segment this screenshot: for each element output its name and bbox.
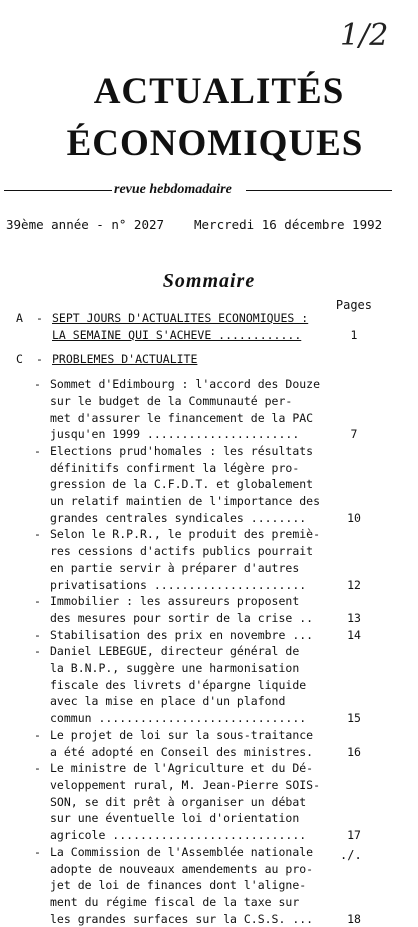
entry-text: Sommet d'Edimbourg : l'accord des Douze (50, 377, 321, 392)
toc-entry-line (0, 526, 418, 543)
toc-entry-line (0, 426, 418, 443)
toc-entry-line (0, 861, 418, 878)
entry-text: veloppement rural, M. Jean-Pierre SOIS- (50, 777, 321, 792)
toc-entry-line (0, 643, 418, 660)
entry-text: la B.N.P., suggère une harmonisation (50, 661, 300, 676)
toc-entry-line (0, 627, 418, 644)
entry-text: définitifs confirment la légère pro- (50, 460, 300, 475)
entry-text: Stabilisation des prix en novembre ... (50, 627, 314, 642)
entry-page: 7 (350, 427, 358, 442)
entry-text: en partie servir à préparer d'autres (50, 560, 300, 575)
section-title-text: LA SEMAINE QUI S'ACHEVE ............ (52, 327, 302, 342)
section-title (52, 351, 312, 368)
entry-text: Elections prud'homales : les résultats (50, 443, 314, 458)
entry-text: res cessions d'actifs publics pourrait (50, 544, 314, 559)
entry-text: un relatif maintien de l'importance des (50, 494, 321, 509)
toc-entry-line (0, 393, 418, 410)
subtitle-row (0, 182, 418, 202)
entry-bullet: - (34, 644, 41, 659)
section-row (0, 327, 418, 344)
entry-text: sur une éventuelle loi d'orientation (50, 811, 300, 826)
toc-entry-line (0, 610, 418, 627)
right-rule (246, 190, 392, 191)
toc-entry-line (0, 410, 418, 427)
entry-text: ment du régime fiscal de la taxe sur (50, 894, 300, 909)
entry-text: des mesures pour sortir de la crise .. (50, 610, 314, 625)
toc-entry-line (0, 877, 418, 894)
toc-entry-line (0, 543, 418, 560)
entry-bullet: - (34, 594, 41, 609)
section-title (52, 327, 312, 344)
entry-text: Selon le R.P.R., le produit des premiè- (50, 527, 321, 542)
toc-entry-line (0, 510, 418, 527)
section-dash: - (36, 311, 43, 325)
entry-page: 14 (347, 627, 361, 642)
entry-bullet: - (34, 761, 41, 776)
entry-text: grandes centrales syndicales ........ (50, 510, 307, 525)
toc-entry-line (0, 794, 418, 811)
entry-text: privatisations ...................... (50, 577, 307, 592)
sommaire-heading: Sommaire (162, 270, 256, 292)
entry-text: Le projet de loi sur la sous-traitance (50, 727, 314, 742)
toc-entry-line (0, 710, 418, 727)
entry-page: 13 (347, 610, 361, 625)
entry-page: 15 (347, 711, 361, 726)
entry-text: jusqu'en 1999 ...................... (50, 427, 300, 442)
left-rule (4, 190, 112, 191)
section-title-text: SEPT JOURS D'ACTUALITES ECONOMIQUES : (52, 311, 309, 325)
section-row (0, 351, 418, 368)
toc-entry-line (0, 560, 418, 577)
entry-bullet: - (34, 627, 41, 642)
entry-page: 17 (347, 828, 361, 843)
toc-entry-line (0, 460, 418, 477)
toc-entry-line (0, 911, 418, 927)
toc-entry-line (0, 744, 418, 761)
entry-page: 18 (347, 911, 361, 926)
entry-bullet: - (34, 443, 41, 458)
entry-text: Immobilier : les assureurs proposent (50, 594, 300, 609)
entry-text: commun .............................. (50, 711, 307, 726)
entry-text: avec la mise en place d'un plafond (50, 694, 286, 709)
entry-text: La Commission de l'Assemblée nationale (50, 844, 314, 859)
masthead-title-line2: ÉCONOMIQUES (66, 123, 364, 164)
toc-entry-line (0, 593, 418, 610)
toc-entry-line (0, 693, 418, 710)
toc-entry-line (0, 777, 418, 794)
entry-text: gression de la C.F.D.T. et globalement (50, 477, 314, 492)
entry-text: Le ministre de l'Agriculture et du Dé- (50, 761, 314, 776)
issue-number: 39ème année - n° 2027 (6, 217, 165, 232)
entry-bullet: - (34, 727, 41, 742)
entry-page: 16 (347, 744, 361, 759)
entry-page: 12 (347, 577, 361, 592)
entry-page: 10 (347, 510, 361, 525)
toc-entry-line (0, 677, 418, 694)
toc-entry-line (0, 660, 418, 677)
section-gap (0, 368, 418, 376)
toc-entry-line (0, 894, 418, 911)
section-title (52, 310, 312, 327)
entry-text: a été adopté en Conseil des ministres. (50, 744, 314, 759)
toc-entry-line (0, 810, 418, 827)
toc-entry-line (0, 376, 418, 393)
section-gap (0, 343, 418, 351)
continuation-mark: ./. (340, 848, 362, 862)
toc-entry-line (0, 577, 418, 594)
section-letter: A (16, 311, 23, 325)
pages-label: Pages (335, 298, 372, 312)
section-title-text: PROBLEMES D'ACTUALITE (52, 352, 198, 367)
entry-text: Daniel LEBEGUE, directeur général de (50, 644, 300, 659)
toc-entry-line (0, 760, 418, 777)
toc-entry-line (0, 727, 418, 744)
entry-bullet: - (34, 527, 41, 542)
entry-text: met d'assurer le financement de la PAC (50, 410, 314, 425)
toc-entry-line (0, 827, 418, 844)
section-letter: C (16, 352, 23, 367)
entry-text: SON, se dit prêt à organiser un débat (50, 794, 307, 809)
toc-entry-line (0, 443, 418, 460)
entry-text: sur le budget de la Communauté per- (50, 393, 293, 408)
handwritten-page-mark: 1/2 (340, 18, 389, 53)
table-of-contents (0, 310, 418, 927)
entry-text: jet de loi de finances dont l'aligne- (50, 878, 307, 893)
issue-date: Mercredi 16 décembre 1992 (194, 217, 383, 232)
entry-text: adopte de nouveaux amendements au pro- (50, 861, 314, 876)
entry-text: fiscale des livrets d'épargne liquide (50, 677, 307, 692)
section-page: 1 (350, 327, 358, 342)
masthead-title-line1: ACTUALITÉS (93, 71, 345, 112)
entry-text: agricole ............................ (50, 828, 307, 843)
toc-entry-line (0, 493, 418, 510)
section-dash: - (36, 352, 43, 367)
entry-bullet: - (34, 844, 41, 859)
section-row (0, 310, 418, 327)
subtitle: revue hebdomadaire (114, 182, 232, 197)
entry-text: les grandes surfaces sur la C.S.S. ... (50, 911, 314, 926)
toc-entry-line (0, 476, 418, 493)
entry-bullet: - (34, 377, 41, 392)
